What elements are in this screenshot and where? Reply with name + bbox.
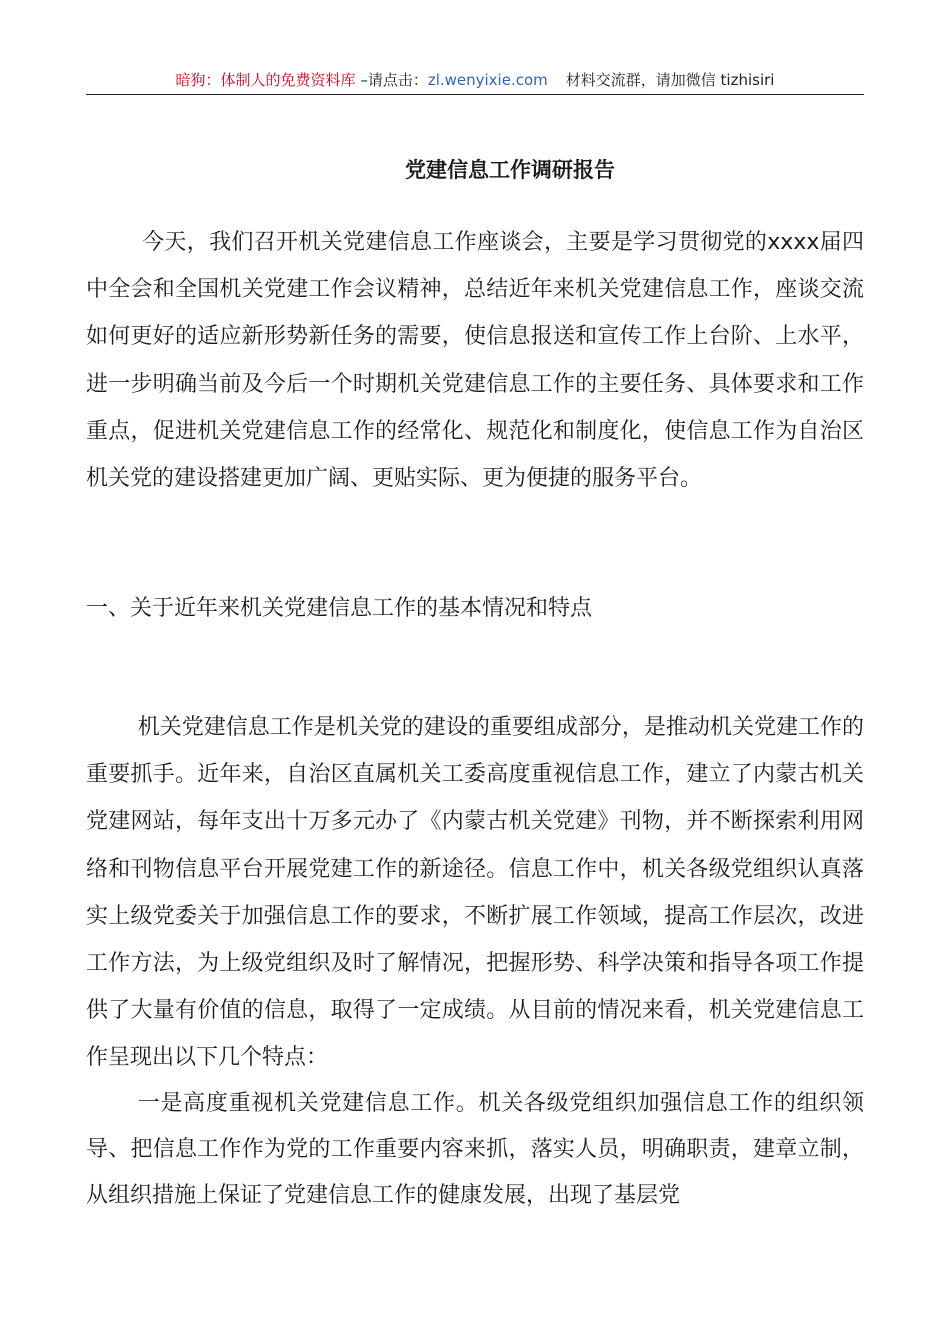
page-header	[86, 66, 864, 95]
paragraph-overview: 机关党建信息工作是机关党的建设的重要组成部分，是推动机关党建工作的重要抓手。近年来，自治区直属机关工委高度重视信息工作，建立了内蒙古机关党建网站，每年支出十万多元办了《内蒙古机关党建》刊物，并不断探索利用网络和刊物信息平台开展党建工作的新途径。信息工作中，机关各级党组织认真落实上级党委关于加强信息工作的要求，不断扩展工作领域，提高工作层次，改进工作方法，为上级党组织及时了解情况，把握形势、科学决策和指导各项工作提供了大量有价值的信息，取得了一定成绩。从目前的情况来看，机关党建信息工作呈现出以下几个特点：	[86, 715, 864, 1071]
header-link[interactable]: zl.wenyixie.com	[427, 71, 548, 89]
document-title: 党建信息工作调研报告	[405, 158, 615, 182]
paragraph-intro: 今天，我们召开机关党建信息工作座谈会，主要是学习贯彻党的xxxx届四中全会和全国机关党建工作会议精神，总结近年来机关党建信息工作，座谈交流如何更好的适应新形势新任务的需要，使信息报送和宣传工作上台阶、上水平，进一步明确当前及今后一个时期机关党建信息工作的主要任务、具体要求和工作重点，促进机关党建信息工作的经常化、规范化和制度化，使信息工作为自治区机关党的建设搭建更加广阔、更贴实际、更为便捷的服务平台。	[86, 230, 864, 492]
header-separator: –请点击：	[355, 71, 428, 89]
header-brand: 暗狗：体制人的免费资料库	[175, 71, 356, 89]
header-wechat-note: 材料交流群，请加微信 tizhisiri	[565, 71, 775, 89]
paragraph-feature-1: 一是高度重视机关党建信息工作。机关各级党组织加强信息工作的组织领导、把信息工作作为党的工作重要内容来抓，落实人员，明确职责，建章立制，从组织措施上保证了党建信息工作的健康发展，出现了基层党	[86, 1091, 864, 1208]
section-heading-1: 一、关于近年来机关党建信息工作的基本情况和特点	[86, 596, 593, 621]
